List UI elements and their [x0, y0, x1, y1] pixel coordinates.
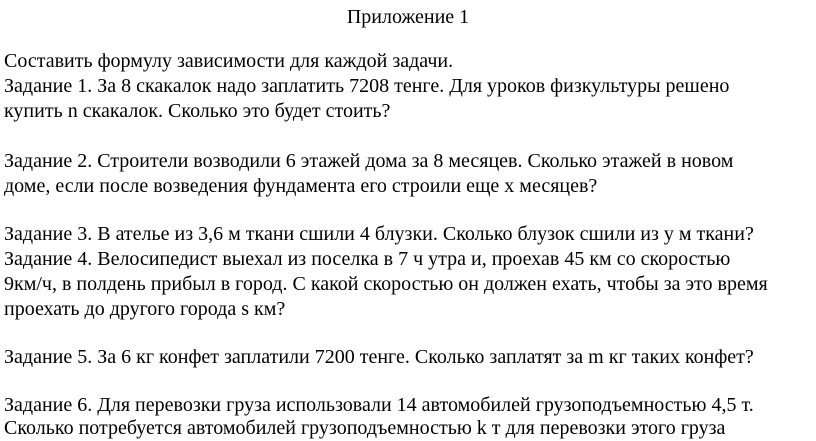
task-6-line-2: Сколько потребуется автомобилей грузоподъемностью k т для перевозки этого груза — [4, 417, 726, 439]
instruction-line: Составить формулу зависимости для каждой задачи. — [4, 50, 454, 72]
task-1-line-2: купить n скакалок. Сколько это будет стоить? — [4, 100, 391, 122]
task-4-line-1: Задание 4. Велосипедист выехал из поселка в 7 ч утра и, проехав 45 км со скоростью — [4, 248, 731, 270]
task-1-line-1: Задание 1. За 8 скакалок надо заплатить 7208 тенге. Для уроков физкультуры решено — [4, 75, 730, 97]
task-3-line-1: Задание 3. В ателье из 3,6 м ткани сшили 4 блузки. Сколько блузок сшили из y м ткани? — [4, 223, 754, 245]
task-2-line-2: доме, если после возведения фундамента его строили еще x месяцев? — [4, 175, 598, 197]
task-4-line-2: 9км/ч, в полдень прибыл в город. С какой скоростью он должен ехать, чтобы за это время — [4, 273, 768, 295]
task-6-line-1: Задание 6. Для перевозки груза использовали 14 автомобилей грузоподъемностью 4,5 т. — [4, 394, 754, 416]
task-4-line-3: проехать до другого города s км? — [4, 298, 286, 320]
task-2-line-1: Задание 2. Строители возводили 6 этажей дома за 8 месяцев. Сколько этажей в новом — [4, 150, 734, 172]
document-title: Приложение 1 — [346, 6, 470, 28]
task-5-line-1: Задание 5. За 6 кг конфет заплатили 7200 тенге. Сколько заплатят за m кг таких конфет? — [4, 346, 754, 368]
